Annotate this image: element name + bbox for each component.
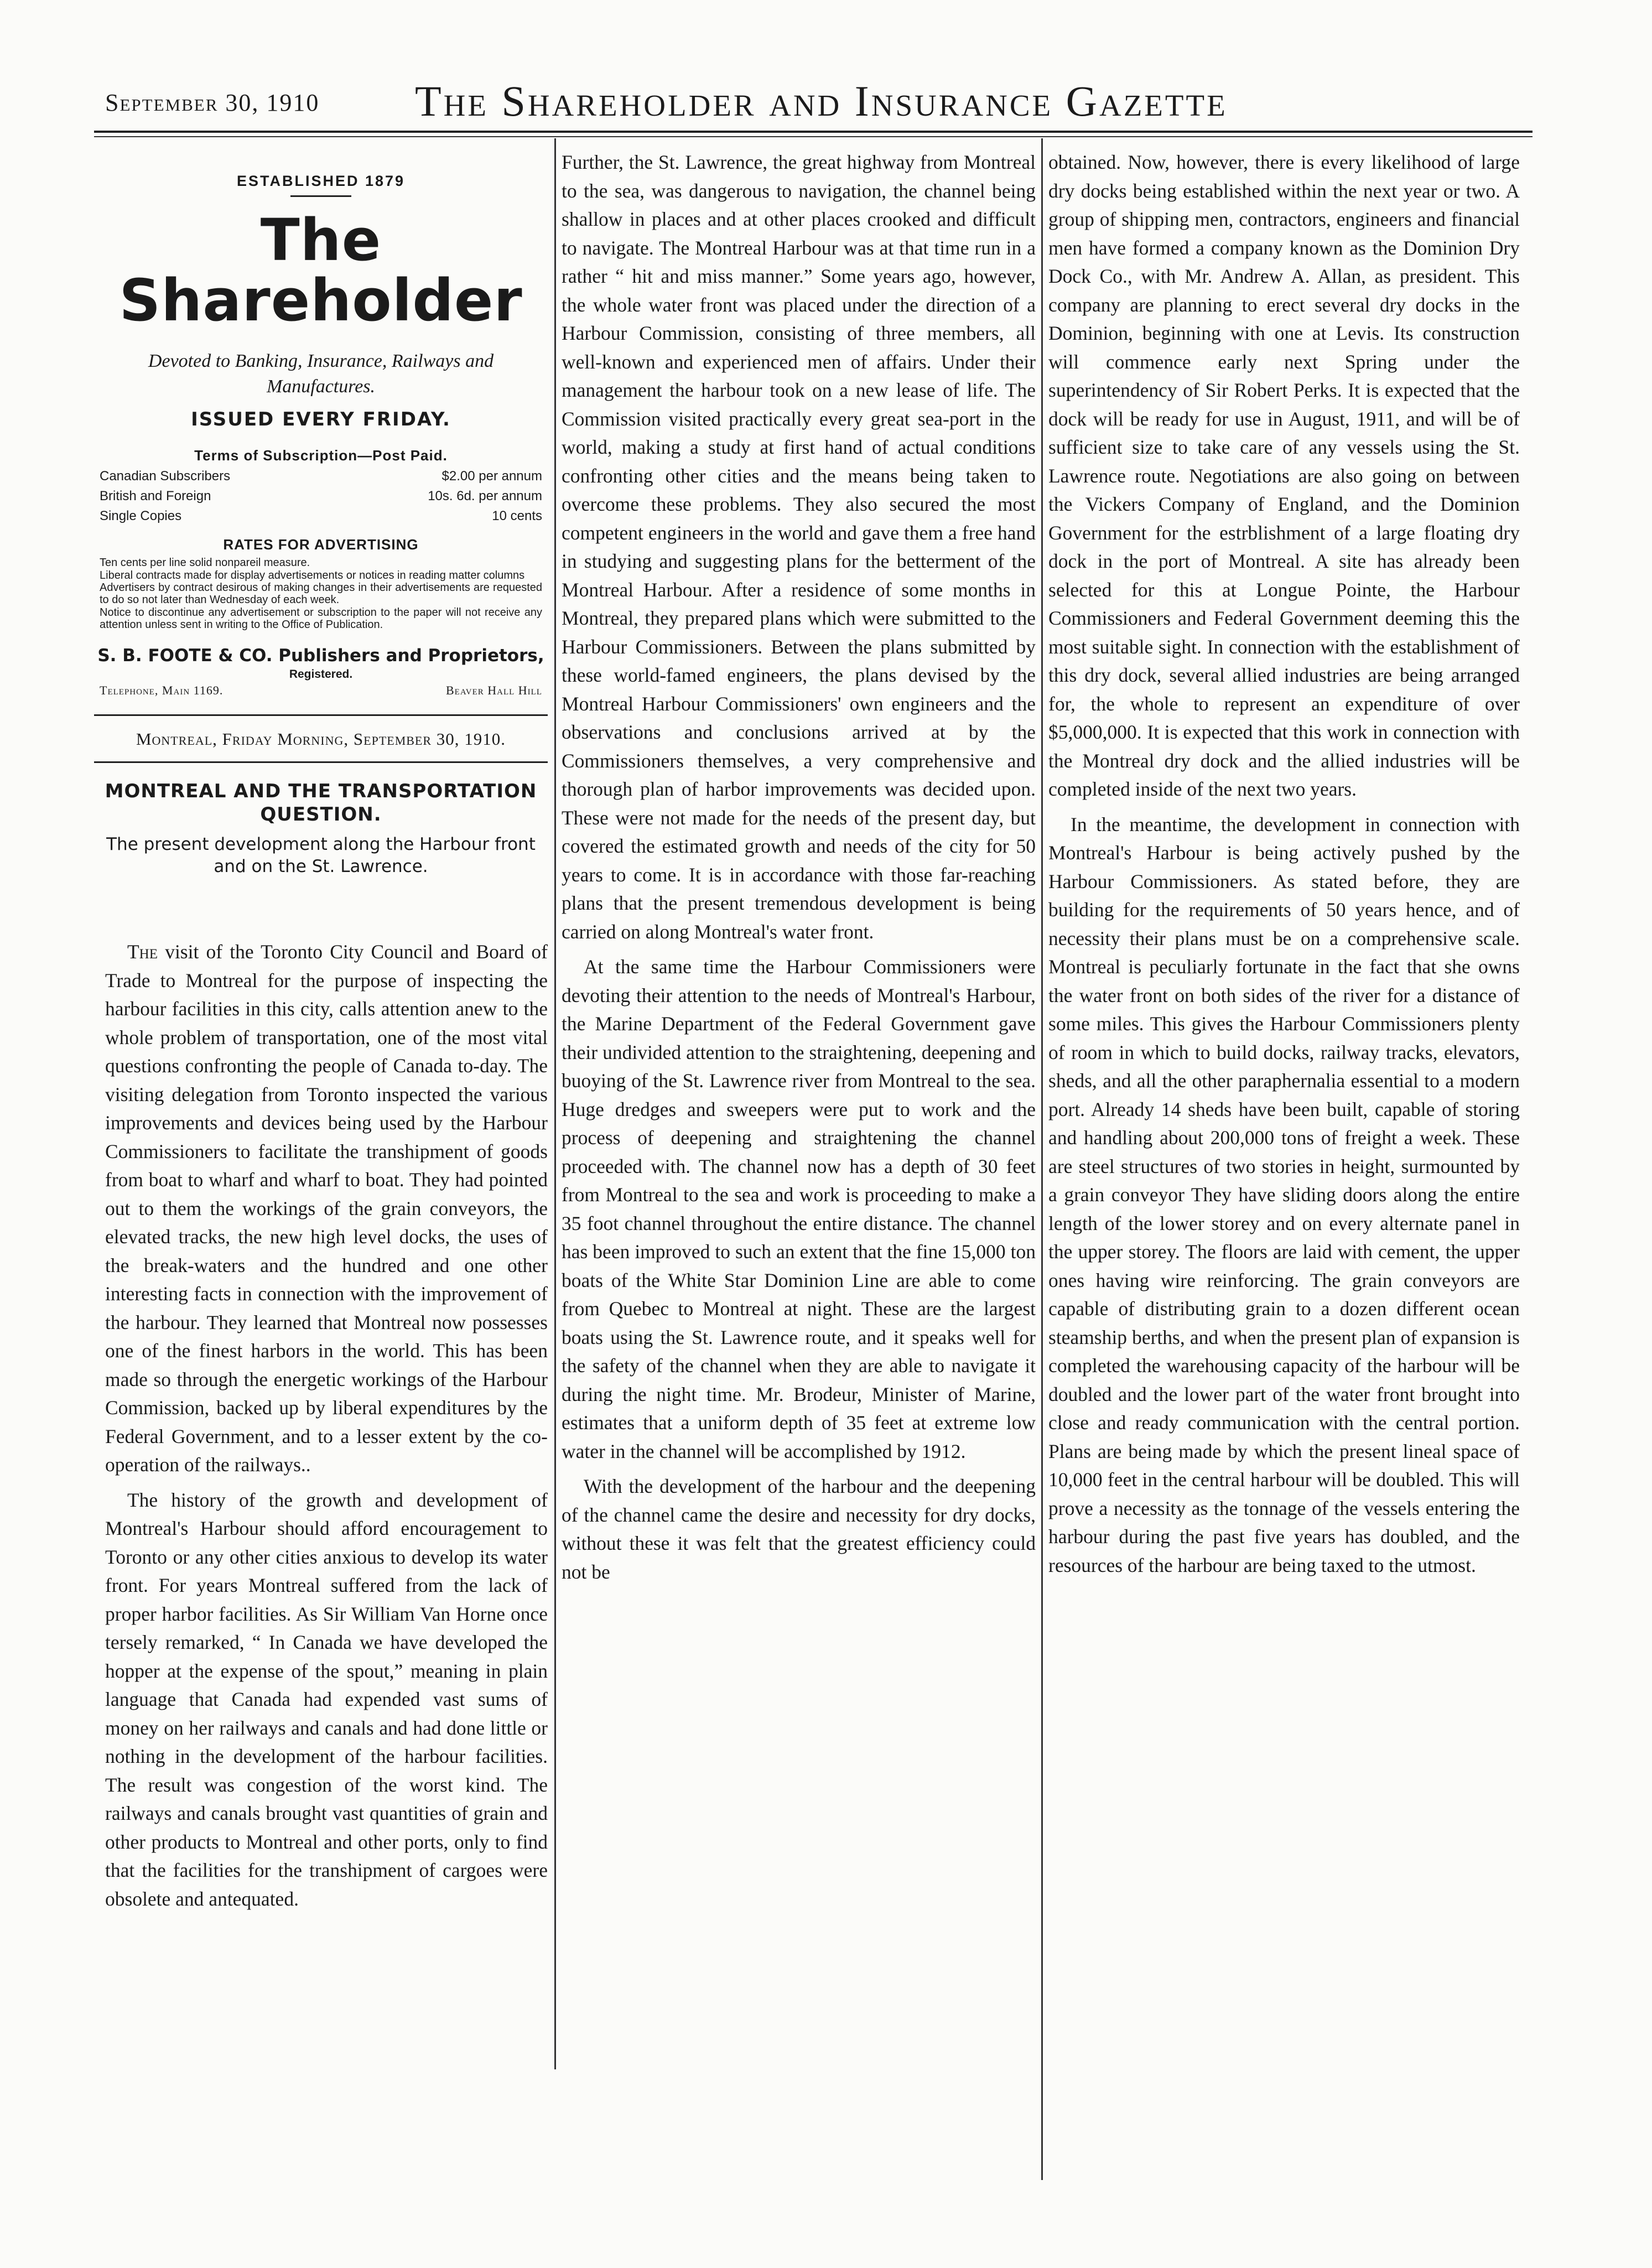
masthead [94,138,548,878]
established-line: ESTABLISHED 1879 [236,173,406,189]
opening-word: The [127,941,158,963]
rate-label: Canadian Subscribers [100,469,231,484]
article-paragraph: Further, the St. Lawrence, the great highway from Montreal to the sea, was dangerous to navigation, the channel being shallow in places and at other places crooked and difficult to navigate. The Montreal Harbour was at that time run in a rather “ hit and miss manner.” Some years ago, however, the whole water front was placed under the direction of a Harbour Commission, consisting of three members, all well-known and experienced men of affairs. Under their management the harbour took on a new lease of life. The Commission visited practically every great sea-port in the world, making a study at first hand of actual conditions confronting other cities and the means being taken to overcome these problems. They also secured the most competent engineers in the world and gave them a free hand in studying and suggesting plans for the betterment of the Montreal Harbour. After a residence of some months in Montreal, they prepared plans which were submitted to the Harbour Commissioners. Between the plans submitted by these world-famed engineers, the plans devised by the Montreal Harbour Commissioners' own engineers and the observations and conclusions arrived at by the Commissioners themselves, a very comprehensive and thorough plan of harbor improvements was decided upon. These were not made for the needs of the present day, but covered the estimated growth and needs of the city for 50 years to come. It is in accordance with those far-reaching plans that the present tremendous development is being carried on along Montreal's water front. [562,151,1036,943]
article-subhead: The present development along the Harbour front and on the St. Lawrence. [106,834,536,876]
advertising-note: Advertisers by contract desirous of making changes in their advertisements are requested to do so not later than Wednesday of each week. [100,581,542,606]
contact-row [100,683,542,698]
running-head-date: September 30, 1910 [105,89,320,116]
masthead-rule-lower [94,714,548,716]
article-column-3 [1048,148,1520,1580]
registered-line: Registered. [289,667,353,681]
column-rule-1 [554,138,556,2069]
column-rule-2 [1041,138,1043,2180]
masthead-rule [290,195,351,197]
terms-title: Terms of Subscription—Post Paid. [194,447,448,464]
rate-value: 10s. 6d. per annum [428,489,542,504]
article-paragraph: The history of the growth and development of Montreal's Harbour should afford encouragement to Toronto or any other cities anxious to develop its water front. For years Montreal suffered from the lack of proper harbor facilities. As Sir William Van Horne once tersely remarked, “ In Canada we have developed the hopper at the expense of the spout,” meaning in plain language that Canada had expended vast sums of money on her railways and canals and had done little or nothing in the development of the harbour facilities. The result was congestion of the worst kind. The railways and canals brought vast quantities of grain and other products to Montreal and other ports, only to find that the facilities for the transhipment of cargoes were obsolete and antequated. [105,1488,548,1910]
dateline-rule [94,761,548,763]
advertising-notes [100,557,542,631]
dateline: Montreal, Friday Morning, September 30, 1910. [136,729,506,749]
article-paragraph: In the meantime, the development in connection with Montreal's Harbour is being actively pushed by the Harbour Commissioners. As stated before, they are building for the requirements of 50 years hence, and of necessity their plans must be on a comprehensive scale. Montreal is peculiarly fortunate in the fact that she owns the water front on both sides of the river for a distance of some miles. This gives the Harbour Commissioners plenty of room in which to build docks, railway tracks, elevators, sheds, and all the other paraphernalia essential to a modern port. Already 14 sheds have been built, capable of storing and handling about 200,000 tons of freight a week. These are steel structures of two stories in height, surmounted by a grain conveyor They have sliding doors along the entire length of the lower storey and on every alternate panel in the upper storey. The floors are laid with cement, the upper ones having wire reinforcing. The grain conveyors are capable of distributing grain to a dozen different ocean steamship berths, and when the present plan of expansion is completed the warehousing capacity of the harbour will be doubled and the lower part of the water front brought into close and ready communication with the central portion. Plans are being made by which the present lineal space of 10,000 feet in the central harbour will be doubled. This will prove a necessity as the tonnage of the vessels entering the harbour during the past five years has doubled, and the resources of the harbour are being taxed to the utmost. [1048,813,1520,1576]
advertising-title: RATES FOR ADVERTISING [223,536,419,553]
rate-label: Single Copies [100,508,182,524]
address: Beaver Hall Hill [446,683,542,697]
rate-value: $2.00 per annum [441,469,542,484]
article-column-2 [562,148,1036,1586]
rate-row [100,508,542,524]
article-column-1 [105,938,548,1913]
masthead-subtitle: Devoted to Banking, Insurance, Railways and Manufactures. [148,351,494,397]
running-head-title: The Shareholder and Insurance Gazette [415,77,1228,125]
rate-row [100,469,542,484]
article-paragraph: With the development of the harbour and the deepening of the channel came the desire and necessity for dry docks, without these it was felt that the greatest efficiency could not be [562,1475,1036,1583]
header-rule [94,131,1532,133]
advertising-note: Liberal contracts made for display advertisements or notices in reading matter columns [100,569,525,582]
rate-row [100,489,542,504]
publishers-line: S. B. FOOTE & CO. Publishers and Proprietors, [97,645,544,666]
article-headline: MONTREAL AND THE TRANSPORTATION QUESTION. [105,780,537,826]
header-rule-thin [94,136,1532,137]
article-paragraph [105,938,548,1480]
advertising-note: Notice to discontinue any advertisement or subscription to the paper will not receive any attention unless sent in writing to the Office of Publication. [100,606,542,631]
telephone: Telephone, Main 1169. [100,683,224,697]
rate-label: British and Foreign [100,489,211,504]
advertising-note: Ten cents per line solid nonpareil measure. [100,557,310,569]
masthead-title: The Shareholder [119,206,523,335]
rate-value: 10 cents [492,508,542,524]
paragraph-text: visit of the Toronto City Council and Board of Trade to Montreal for the purpose of inspecting the harbour facilities in this city, calls attention anew to the whole problem of transportation, one of the most vital questions confronting the people of Canada to-day. The visiting delegation from Toronto inspected the various improvements and devices being used by the Harbour Commissioners to facilitate the transhipment of goods from boat to wharf and wharf to boat. They had pointed out to them the workings of the grain conveyors, the elevated tracks, the new high level docks, the uses of the break-waters and the hundred and one other interesting facts in connection with the improvement of the harbour. They learned that Montreal now possesses one of the finest harbors in the world. This has been made so through the energetic workings of the Harbour Commission, backed up by liberal expenditures by the Federal Government, and to a lesser extent by the co-operation of the railways.. [105,941,548,1476]
article-paragraph: At the same time the Harbour Commissioners were devoting their attention to the needs of Montreal's Harbour, the Marine Department of the Federal Government gave their undivided attention to the straightening, deepening and buoying of the St. Lawrence river from Montreal to the sea. Huge dredges and sweepers were put to work and the process of deepening and straightening the channel proceeded with. The channel now has a depth of 30 feet from Montreal to the sea and work is proceeding to make a 35 foot channel throughout the entire distance. The channel has been improved to such an extent that the fine 15,000 ton boats of the White Star Dominion Line are able to come from Quebec to Montreal at night. These are the largest boats using the St. Lawrence route, and it speaks well for the safety of the channel when they are able to navigate it during the night time. Mr. Brodeur, Minister of Marine, estimates that a uniform depth of 35 feet at extreme low water in the channel will be accomplished by 1912. [562,956,1036,1462]
article-paragraph: obtained. Now, however, there is every likelihood of large dry docks being established within the next year or two. A group of shipping men, contractors, engineers and financial men have formed a company known as the Dominion Dry Dock Co., with Mr. Andrew A. Allan, as president. This company are planning to erect several dry docks in the Dominion, beginning with one at Levis. Its construction will commence early next Spring under the superintendency of Sir Robert Perks. It is expected that the dock will be ready for use in August, 1911, and will be of sufficient size to take care of any vessels using the St. Lawrence route. Negotiations are also going on between the Vickers Company of England, and the Dominion Government for the estrblishment of a large floating dry dock in the port of Montreal. A site has already been selected for this at Longue Pointe, the Harbour Commissioners and Federal Government deeming this the most suitable sight. In connection with the establishment of this dry dock, several allied industries are being arranged for, the whole to represent an expenditure of over $5,000,000. It is expected that this work in connection with the Montreal dry dock and the allied industries will be completed inside of the next two years. [1048,151,1520,800]
issued-line: ISSUED EVERY FRIDAY. [191,408,451,431]
